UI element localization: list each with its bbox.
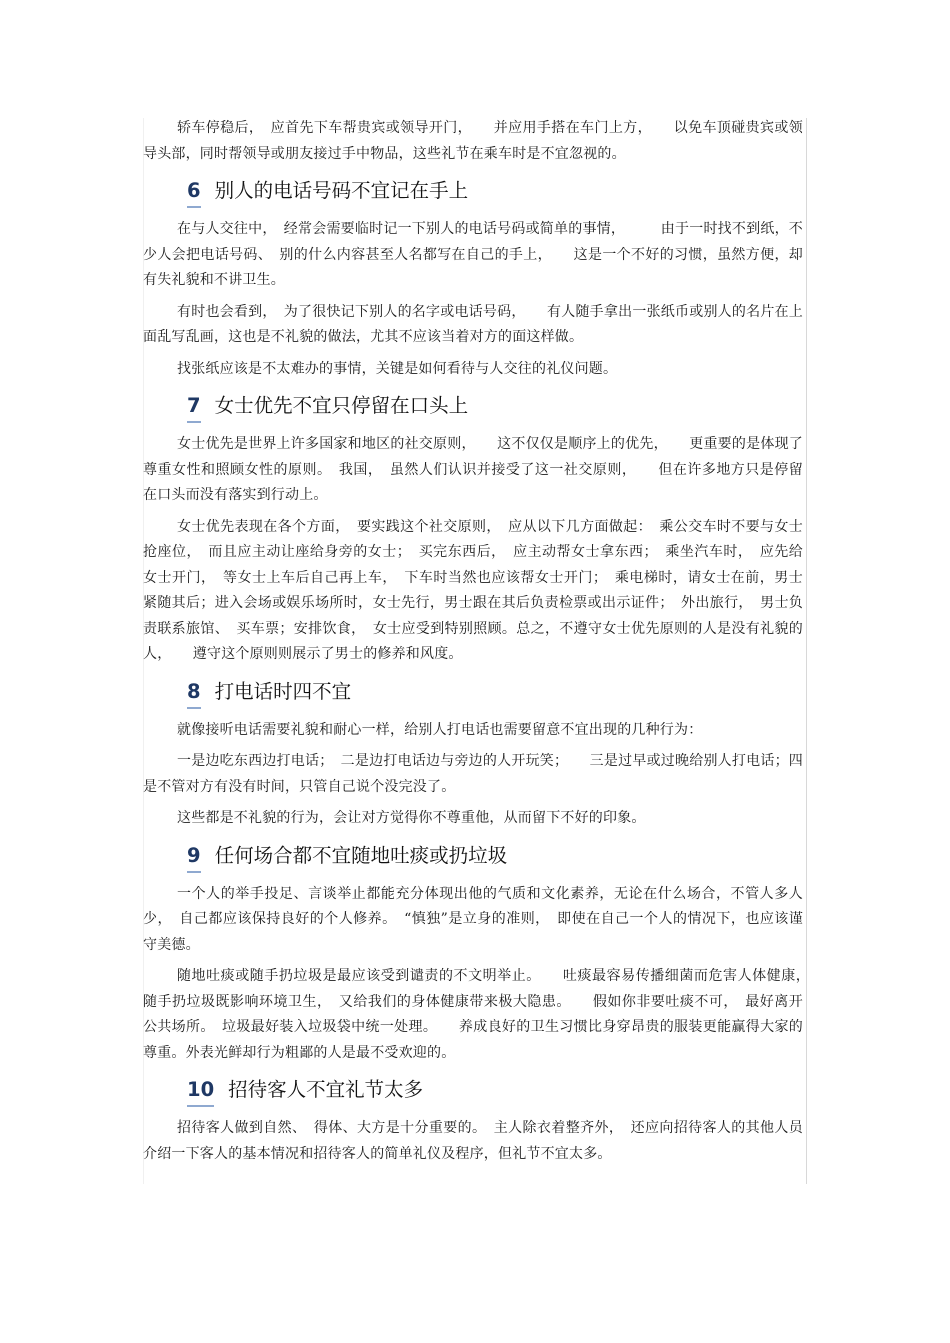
section-title: 女士优先不宜只停留在口头上 — [214, 394, 469, 417]
section-title: 别人的电话号码不宜记在手上 — [214, 179, 469, 202]
intro-paragraph: 轿车停稳后， 应首先下车帮贵宾或领导开门， 并应用手搭在车门上方， 以免车顶碰贵宾或领导头部，同时帮领导或朋友接过手中物品，这些礼节在乘车时是不宜忽视的。 — [143, 120, 803, 162]
section-heading-6 — [187, 177, 803, 208]
paragraph: 有时也会看到， 为了很快记下别人的名字或电话号码， 有人随手拿出一张纸币或别人的名片在上面乱写乱画，这也是不礼貌的做法，尤其不应该当着对方的面这样做。 — [143, 303, 803, 345]
paragraph: 一是边吃东西边打电话； 二是边打电话边与旁边的人开玩笑； 三是过早或过晚给别人打电话；四是不管对方有没有时间，只管自己说个没完没了。 — [143, 753, 803, 795]
paragraph: 女士优先是世界上许多国家和地区的社交原则， 这不仅仅是顺序上的优先， 更重要的是体现了尊重女性和照顾女性的原则。 我国， 虽然人们认识并接受了这一社交原则， 但在许多地方只是停留在口头而没有落实到行动上。 — [143, 436, 803, 503]
section-number: 8 — [187, 678, 201, 709]
paragraph: 女士优先表现在各个方面， 要实践这个社交原则， 应从以下几方面做起： 乘公交车时不要与女士抢座位， 而且应主动让座给身旁的女士； 买完东西后， 应主动帮女士拿东西； 乘坐汽车时， 应先给女士开门， 等女士上车后自己再上车， 下车时当然也应该帮女士开门； 乘电梯时，请女士在前，男士紧随其后；进入会场或娱乐场所时，女士先行，男士跟在其后负责检票或出示证件； 外出旅行， 男士负责联系旅馆、 买车票；安排饮食， 女士应受到特别照顾。总之，不遵守女士优先原则的人是没有礼貌的人， 遵守这个原则则展示了男士的修养和风度。 — [143, 518, 803, 662]
section-heading-9 — [187, 842, 803, 873]
section-number: 10 — [187, 1076, 214, 1107]
section-heading-8 — [187, 678, 803, 709]
section-heading-10 — [187, 1076, 803, 1107]
section-title: 招待客人不宜礼节太多 — [228, 1078, 424, 1101]
section-number: 9 — [187, 842, 201, 873]
paragraph: 随地吐痰或随手扔垃圾是最应该受到谴责的不文明举止。 吐痰最容易传播细菌而危害人体健康， 随手扔垃圾既影响环境卫生， 又给我们的身体健康带来极大隐患。 假如你非要吐痰不可， 最好离开公共场所。 垃圾最好装入垃圾袋中统一处理。 养成良好的卫生习惯比身穿昂贵的服装更能赢得大家的尊重。外表光鲜却行为粗鄙的人是最不受欢迎的。 — [143, 968, 818, 1061]
paragraph: 找张纸应该是不太难办的事情，关键是如何看待与人交往的礼仪问题。 — [177, 360, 618, 377]
section-number: 6 — [187, 177, 201, 208]
paragraph: 招待客人做到自然、 得体、大方是十分重要的。 主人除衣着整齐外， 还应向招待客人的其他人员介绍一下客人的基本情况和招待客人的简单礼仪及程序，但礼节不宜太多。 — [143, 1120, 803, 1162]
section-title: 任何场合都不宜随地吐痰或扔垃圾 — [214, 843, 508, 867]
section-number: 7 — [187, 392, 201, 423]
paragraph: 在与人交往中， 经常会需要临时记一下别人的电话号码或简单的事情， 由于一时找不到纸，不少人会把电话号码、 别的什么内容甚至人名都写在自己的手上， 这是一个不好的习惯，虽然方便，却有失礼貌和不讲卫生。 — [143, 221, 803, 288]
paragraph: 这些都是不礼貌的行为，会让对方觉得你不尊重他，从而留下不好的印象。 — [177, 810, 646, 826]
section-heading-7 — [187, 392, 803, 423]
paragraph: 就像接听电话需要礼貌和耐心一样，给别人打电话也需要留意不宜出现的几种行为： — [177, 721, 703, 738]
document-body — [143, 116, 818, 1173]
section-title: 打电话时四不宜 — [214, 679, 352, 703]
paragraph: 一个人的举手投足、言谈举止都能充分体现出他的气质和文化素养，无论在什么场合，不管人多人少， 自己都应该保持良好的个人修养。 “慎独”是立身的准则， 即使在自己一个人的情况下，也应该谨守美德。 — [143, 885, 803, 953]
